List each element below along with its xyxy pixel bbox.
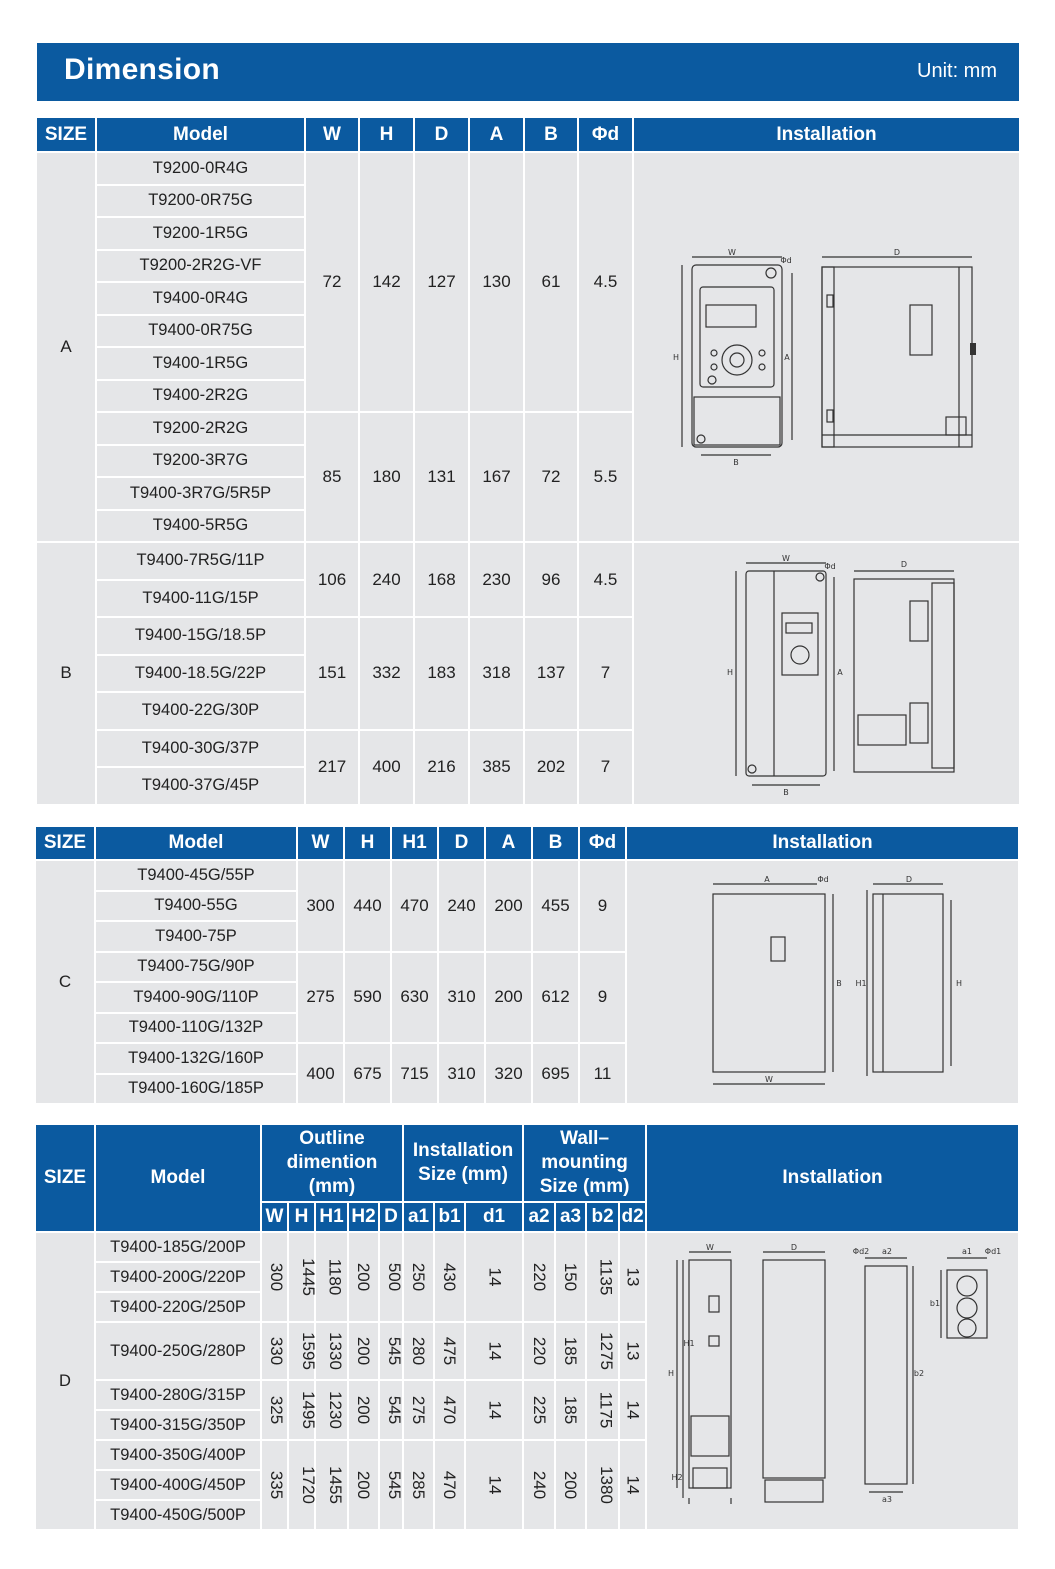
value-cell-a: 200 — [486, 953, 531, 1043]
header-line: Outline — [299, 1128, 365, 1149]
value-cell-d2 — [620, 1381, 645, 1439]
value-cell-h: 332 — [360, 618, 413, 729]
value-text: 1720 — [298, 1466, 318, 1504]
model-cell: T9200-3R7G — [97, 446, 304, 477]
value-cell-d — [380, 1323, 405, 1379]
model-cell: T9400-110G/132P — [96, 1014, 296, 1043]
col-d: D — [415, 118, 468, 151]
dim-label: H — [672, 353, 680, 362]
header-line: dimention — [286, 1152, 378, 1173]
value-text: 14 — [623, 1475, 643, 1495]
col-h: H — [345, 827, 390, 859]
dim-label: W — [728, 248, 736, 257]
value-text: 330 — [267, 1336, 287, 1366]
value-cell-d: 168 — [415, 543, 468, 616]
value-cell-a2 — [524, 1441, 554, 1529]
model-cell: T9400-75P — [96, 922, 296, 951]
value-cell-w — [262, 1323, 287, 1379]
dim-label: B — [733, 458, 739, 467]
value-cell-d2 — [620, 1233, 645, 1321]
value-cell-b2 — [587, 1381, 618, 1439]
col-b: B — [533, 827, 578, 859]
value-cell-d — [380, 1233, 405, 1321]
dim-label: H — [726, 668, 734, 678]
value-text: 225 — [530, 1395, 550, 1425]
size-cell-b: B — [37, 543, 95, 804]
value-cell-d: 127 — [415, 153, 468, 411]
value-cell-b: 202 — [525, 731, 577, 804]
unit-label: Unit: mm — [917, 60, 997, 82]
value-text: 1135 — [596, 1258, 616, 1296]
value-cell-h2 — [349, 1381, 378, 1439]
value-text: 1175 — [596, 1391, 616, 1429]
value-cell-b2 — [587, 1233, 618, 1321]
value-cell-phi-d: 4.5 — [579, 543, 632, 616]
value-cell-w: 72 — [306, 153, 358, 411]
col-model: Model — [97, 118, 304, 151]
value-cell-b1 — [435, 1381, 464, 1439]
model-cell: T9400-185G/200P — [96, 1233, 260, 1261]
header-line: Size (mm) — [418, 1164, 508, 1185]
value-cell-a3 — [556, 1233, 585, 1321]
value-cell-w: 151 — [306, 618, 358, 729]
value-text: 13 — [623, 1341, 643, 1361]
value-text: 200 — [354, 1395, 374, 1425]
dim-label: A — [764, 875, 770, 884]
value-cell-phi-d: 9 — [580, 953, 625, 1043]
model-cell: T9200-0R75G — [97, 186, 304, 217]
value-cell-h2 — [349, 1323, 378, 1379]
dim-label: W — [782, 554, 790, 564]
value-cell-a: 318 — [470, 618, 523, 729]
header-line: Size (mm) — [539, 1176, 630, 1197]
value-text: 470 — [440, 1395, 460, 1425]
value-cell-d: 216 — [415, 731, 468, 804]
value-cell-h — [289, 1233, 318, 1321]
dim-label: B — [836, 979, 842, 988]
value-cell-a3 — [556, 1381, 585, 1439]
dim-label: Φd2 — [852, 1247, 870, 1256]
model-cell: T9200-2R2G-VF — [97, 251, 304, 282]
col-a3: a3 — [556, 1203, 585, 1231]
model-cell: T9400-30G/37P — [97, 731, 304, 767]
model-cell: T9400-350G/400P — [96, 1441, 260, 1469]
value-cell-a: 167 — [470, 413, 523, 541]
col-d: D — [380, 1203, 402, 1231]
size-cell-a: A — [37, 153, 95, 541]
model-cell: T9200-2R2G — [97, 413, 304, 444]
value-text: 280 — [409, 1336, 429, 1366]
value-text: 1455 — [325, 1466, 345, 1504]
value-text: 220 — [530, 1262, 550, 1292]
col-w: W — [298, 827, 343, 859]
value-cell-h: 400 — [360, 731, 413, 804]
col-h1: H1 — [316, 1203, 347, 1231]
model-cell: T9400-200G/220P — [96, 1263, 260, 1291]
model-cell: T9400-22G/30P — [97, 693, 304, 729]
col-size: SIZE — [37, 118, 95, 151]
model-cell: T9400-37G/45P — [97, 768, 304, 804]
value-cell-b: 137 — [525, 618, 577, 729]
col-b1: b1 — [435, 1203, 464, 1231]
value-text: 200 — [561, 1470, 581, 1500]
col-h1: H1 — [392, 827, 437, 859]
dim-label: H1 — [683, 1339, 695, 1348]
installation-drawing-a — [634, 153, 1019, 541]
value-text: 545 — [385, 1336, 405, 1366]
value-text: 1495 — [298, 1391, 318, 1429]
value-text: 220 — [530, 1336, 550, 1366]
model-cell: T9400-75G/90P — [96, 953, 296, 982]
value-cell-a1 — [404, 1381, 433, 1439]
value-text: 300 — [267, 1262, 287, 1292]
value-cell-h — [289, 1381, 318, 1439]
value-text: 545 — [385, 1470, 405, 1500]
inverter-outline-drawing-a — [634, 155, 1018, 539]
value-cell-b2 — [587, 1441, 618, 1529]
value-cell-phi-d: 11 — [580, 1044, 625, 1103]
dim-label: H — [955, 979, 963, 988]
value-cell-phi-d: 9 — [580, 861, 625, 951]
value-text: 470 — [440, 1470, 460, 1500]
dimension-table-size-c — [34, 825, 1020, 1105]
dim-label: D — [893, 248, 901, 257]
model-cell: T9200-0R4G — [97, 153, 304, 184]
value-cell-h: 240 — [360, 543, 413, 616]
value-cell-a2 — [524, 1381, 554, 1439]
col-h: H — [360, 118, 413, 151]
inverter-outline-drawing-c — [627, 862, 1021, 1102]
col-model: Model — [96, 1125, 260, 1231]
model-cell: T9400-0R4G — [97, 283, 304, 314]
col-size: SIZE — [36, 1125, 94, 1231]
value-text: 14 — [485, 1341, 505, 1361]
value-text: 14 — [485, 1475, 505, 1495]
value-cell-a3 — [556, 1323, 585, 1379]
value-cell-h1 — [316, 1323, 347, 1379]
page-title: Dimension — [64, 53, 221, 86]
value-cell-b1 — [435, 1441, 464, 1529]
dim-label: A — [837, 668, 843, 678]
col-phi-d: Φd — [579, 118, 632, 151]
value-cell-d: 310 — [439, 953, 484, 1043]
model-cell: T9400-3R7G/5R5P — [97, 478, 304, 509]
value-text: 285 — [409, 1470, 429, 1500]
value-cell-b1 — [435, 1323, 464, 1379]
value-cell-b: 695 — [533, 1044, 578, 1103]
value-cell-phi-d: 5.5 — [579, 413, 632, 541]
value-cell-h: 590 — [345, 953, 390, 1043]
value-text: 1275 — [596, 1332, 616, 1370]
value-text: 275 — [409, 1395, 429, 1425]
value-text: 545 — [385, 1395, 405, 1425]
col-a: A — [470, 118, 523, 151]
header-line: Wall– — [560, 1128, 610, 1149]
col-w: W — [262, 1203, 287, 1231]
value-cell-h: 675 — [345, 1044, 390, 1103]
dim-label: Φd1 — [984, 1247, 1002, 1256]
value-cell-b2 — [587, 1323, 618, 1379]
value-cell-d — [380, 1381, 405, 1439]
col-installation: Installation — [647, 1125, 1018, 1231]
col-size: SIZE — [36, 827, 94, 859]
group-header-installation-size — [404, 1125, 522, 1201]
col-d: D — [439, 827, 484, 859]
installation-drawing-b — [634, 543, 1019, 804]
value-cell-d: 240 — [439, 861, 484, 951]
installation-drawing-d — [647, 1233, 1018, 1529]
dim-label: a2 — [882, 1247, 893, 1256]
value-cell-d2 — [620, 1323, 645, 1379]
header-line: (mm) — [308, 1176, 356, 1197]
size-cell-d: D — [36, 1233, 94, 1529]
col-installation: Installation — [634, 118, 1019, 151]
group-header-wall-mounting-size — [524, 1125, 645, 1201]
dim-label: W — [765, 1075, 773, 1084]
value-cell-h2 — [349, 1441, 378, 1529]
model-cell: T9200-1R5G — [97, 218, 304, 249]
value-cell-a1 — [404, 1323, 433, 1379]
value-cell-a: 385 — [470, 731, 523, 804]
value-cell-w: 85 — [306, 413, 358, 541]
value-cell-a: 130 — [470, 153, 523, 411]
value-cell-h1: 715 — [392, 1044, 437, 1103]
header-line: mounting — [541, 1152, 628, 1173]
value-cell-phi-d: 4.5 — [579, 153, 632, 411]
value-cell-a2 — [524, 1233, 554, 1321]
value-text: 1595 — [298, 1332, 318, 1370]
value-cell-phi-d: 7 — [579, 618, 632, 729]
value-cell-a: 320 — [486, 1044, 531, 1103]
value-text: 325 — [267, 1395, 287, 1425]
installation-drawing-c — [627, 861, 1018, 1103]
value-text: 240 — [530, 1470, 550, 1500]
model-cell: T9400-132G/160P — [96, 1044, 296, 1073]
size-cell-c: C — [36, 861, 94, 1103]
value-text: 14 — [623, 1400, 643, 1420]
dim-label: a3 — [882, 1495, 893, 1504]
value-cell-w — [262, 1381, 287, 1439]
title-banner — [37, 43, 1019, 101]
col-h2: H2 — [349, 1203, 378, 1231]
model-cell: T9400-0R75G — [97, 316, 304, 347]
value-cell-h1 — [316, 1441, 347, 1529]
value-cell-h1 — [316, 1233, 347, 1321]
value-text: 14 — [485, 1267, 505, 1287]
col-a2: a2 — [524, 1203, 554, 1231]
value-text: 250 — [409, 1262, 429, 1292]
col-a: A — [486, 827, 531, 859]
value-cell-d1 — [466, 1381, 522, 1439]
dim-label: Φd — [780, 256, 792, 265]
value-cell-b: 612 — [533, 953, 578, 1043]
value-cell-h1: 630 — [392, 953, 437, 1043]
value-cell-h1: 470 — [392, 861, 437, 951]
value-cell-a1 — [404, 1441, 433, 1529]
model-cell: T9400-7R5G/11P — [97, 543, 304, 579]
dim-label: H1 — [855, 979, 867, 988]
value-text: 430 — [440, 1262, 460, 1292]
value-text: 200 — [354, 1336, 374, 1366]
inverter-outline-drawing-b — [634, 543, 1018, 803]
value-cell-w: 106 — [306, 543, 358, 616]
value-text: 1230 — [325, 1391, 345, 1429]
value-cell-d1 — [466, 1441, 522, 1529]
value-cell-h — [289, 1323, 318, 1379]
col-w: W — [306, 118, 358, 151]
value-text: 150 — [561, 1262, 581, 1292]
col-installation: Installation — [627, 827, 1018, 859]
dim-label: W — [706, 1243, 715, 1252]
dim-label: b2 — [913, 1369, 925, 1378]
dim-label: b1 — [929, 1299, 941, 1308]
model-cell: T9400-15G/18.5P — [97, 618, 304, 654]
value-cell-w: 217 — [306, 731, 358, 804]
header-line: Installation — [412, 1140, 514, 1161]
model-cell: T9400-160G/185P — [96, 1075, 296, 1104]
value-text: 475 — [440, 1336, 460, 1366]
value-cell-a2 — [524, 1323, 554, 1379]
model-cell: T9400-450G/500P — [96, 1501, 260, 1529]
value-text: 200 — [354, 1470, 374, 1500]
dim-label: H2 — [671, 1473, 683, 1482]
dim-label: H — [668, 1369, 675, 1378]
model-cell: T9400-1R5G — [97, 348, 304, 379]
value-cell-h1 — [316, 1381, 347, 1439]
value-cell-d: 310 — [439, 1044, 484, 1103]
inverter-outline-drawing-d — [647, 1236, 1011, 1526]
model-cell: T9400-11G/15P — [97, 581, 304, 617]
value-cell-h2 — [349, 1233, 378, 1321]
value-text: 13 — [623, 1267, 643, 1287]
col-b2: b2 — [587, 1203, 618, 1231]
model-cell: T9400-18.5G/22P — [97, 656, 304, 692]
model-cell: T9400-2R2G — [97, 381, 304, 412]
value-text: 1330 — [325, 1332, 345, 1370]
model-cell: T9400-90G/110P — [96, 983, 296, 1012]
value-cell-d — [380, 1441, 405, 1529]
dim-label: Φd — [817, 875, 829, 884]
value-cell-d2 — [620, 1441, 645, 1529]
col-h: H — [289, 1203, 314, 1231]
col-model: Model — [96, 827, 296, 859]
value-cell-h: 440 — [345, 861, 390, 951]
value-text: 14 — [485, 1400, 505, 1420]
model-cell: T9400-45G/55P — [96, 861, 296, 890]
value-cell-a3 — [556, 1441, 585, 1529]
model-cell: T9400-220G/250P — [96, 1293, 260, 1321]
col-phi-d: Φd — [580, 827, 625, 859]
value-cell-d: 131 — [415, 413, 468, 541]
value-text: 185 — [561, 1395, 581, 1425]
value-text: 500 — [385, 1262, 405, 1292]
value-cell-b: 61 — [525, 153, 577, 411]
dim-label: D — [790, 1243, 798, 1252]
value-text: 200 — [354, 1262, 374, 1292]
value-cell-w — [262, 1441, 287, 1529]
value-cell-d1 — [466, 1323, 522, 1379]
col-d1: d1 — [466, 1203, 522, 1231]
value-cell-w: 300 — [298, 861, 343, 951]
value-cell-w: 275 — [298, 953, 343, 1043]
model-cell: T9400-280G/315P — [96, 1381, 260, 1409]
value-cell-d: 183 — [415, 618, 468, 729]
col-b: B — [525, 118, 577, 151]
dim-label: a1 — [962, 1247, 973, 1256]
value-cell-w — [262, 1233, 287, 1321]
value-cell-w: 400 — [298, 1044, 343, 1103]
value-text: 1380 — [596, 1466, 616, 1504]
group-header-outline-dimension — [262, 1125, 402, 1201]
dim-label: D — [900, 560, 908, 570]
value-cell-a: 230 — [470, 543, 523, 616]
model-cell: T9400-315G/350P — [96, 1411, 260, 1439]
value-text: 335 — [267, 1470, 287, 1500]
value-cell-phi-d: 7 — [579, 731, 632, 804]
col-d2: d2 — [620, 1203, 645, 1231]
value-text: 1445 — [298, 1258, 318, 1296]
value-cell-h: 180 — [360, 413, 413, 541]
value-text: 1180 — [325, 1258, 345, 1296]
value-cell-b: 72 — [525, 413, 577, 541]
value-cell-a: 200 — [486, 861, 531, 951]
value-cell-b: 96 — [525, 543, 577, 616]
dim-label: B — [783, 788, 789, 798]
value-cell-h — [289, 1441, 318, 1529]
value-cell-a1 — [404, 1233, 433, 1321]
dimension-table-size-d — [34, 1123, 1020, 1531]
model-cell: T9400-55G — [96, 892, 296, 921]
model-cell: T9400-250G/280P — [96, 1323, 260, 1379]
value-cell-b: 455 — [533, 861, 578, 951]
model-cell: T9400-5R5G — [97, 511, 304, 542]
value-text: 185 — [561, 1336, 581, 1366]
model-cell: T9400-400G/450P — [96, 1471, 260, 1499]
dim-label: Φd — [824, 562, 836, 572]
value-cell-b1 — [435, 1233, 464, 1321]
dim-label: A — [784, 353, 790, 362]
dimension-table-size-a-b — [35, 116, 1021, 806]
value-cell-h: 142 — [360, 153, 413, 411]
dim-label: D — [905, 875, 913, 884]
col-a1: a1 — [404, 1203, 433, 1231]
value-cell-d1 — [466, 1233, 522, 1321]
